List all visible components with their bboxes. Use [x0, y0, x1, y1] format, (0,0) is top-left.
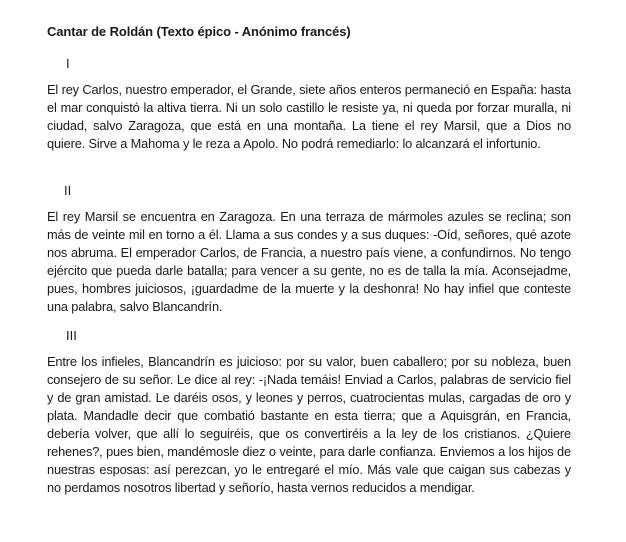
section-number-3: III — [66, 328, 77, 343]
section-number-2: II — [64, 183, 72, 198]
section-paragraph-1: El rey Carlos, nuestro emperador, el Grande, siete años enteros permaneció en España: hasta el mar conquistó la altiva tierra. Ni un solo castillo le resiste ya, ni queda por forzar muralla, ni ciudad, salvo Zaragoza, que está en una montaña. La tiene el rey Marsil, que a Dios no quiere. Sirve a Mahoma y le reza a Apolo. No podrá remediarlo: lo alcanzará el infortunio. — [47, 82, 571, 151]
document-title: Cantar de Roldán (Texto épico - Anónimo francés) — [47, 24, 351, 39]
section-paragraph-3: Entre los infieles, Blancandrín es juicioso: por su valor, buen caballero; por su nobleza, buen consejero de su señor. Le dice al rey: -¡Nada temáis! Enviad a Carlos, palabras de servicio fiel y de gran amistad. Le daréis osos, y leones y perros, cuatrocientas mulas, cargadas de oro y plata. Mandadle decir que combatió bastante en esta tierra; que a Aquisgrán, en Francia, debería volver, que allí lo seguiréis, que os convertiréis a la ley de los cristianos. ¿Quiere rehenes?, pues bien, mandémosle diez o veinte, para darle confianza. Enviemos a los hijos de nuestras esposas: así perezcan, yo le entregaré el mío. Más vale que caigan sus cabezas y no perdamos nosotros libertad y señorío, hasta vernos reducidos a mendigar. — [47, 354, 571, 495]
section-number-1: I — [66, 56, 70, 71]
section-paragraph-2: El rey Marsil se encuentra en Zaragoza. En una terraza de mármoles azules se reclina; son más de veinte mil en torno a él. Llama a sus condes y a sus duques: -Oíd, señores, qué azote nos abruma. El emperador Carlos, de Francia, a nuestro país viene, a confundirnos. No tengo ejército que pueda darle batalla; para vencer a su gente, no es de talla la mía. Aconsejadme, pues, hombres juiciosos, ¡guardadme de la muerte y la deshonra! No hay infiel que conteste una palabra, salvo Blancandrín. — [47, 209, 571, 314]
